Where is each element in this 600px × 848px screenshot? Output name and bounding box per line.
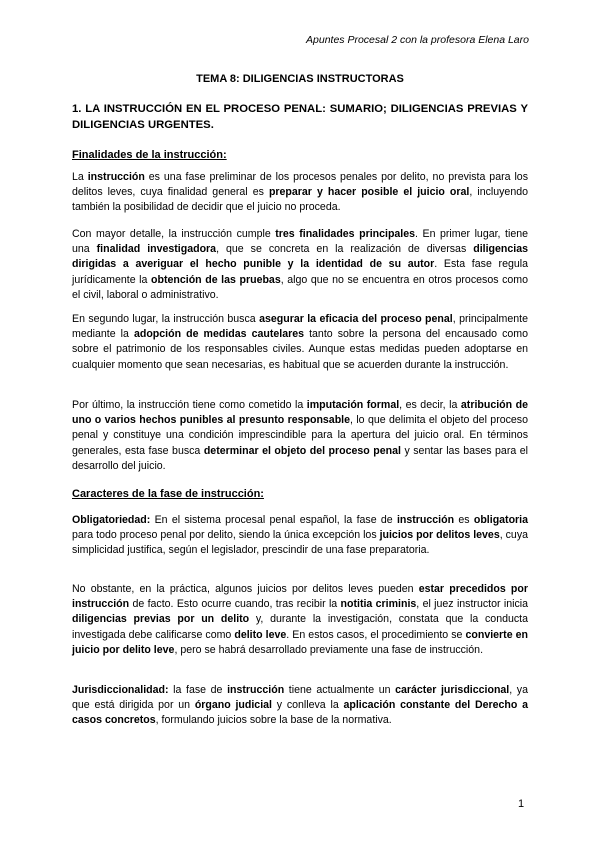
paragraph bbox=[72, 513, 528, 559]
text-run: para todo proceso penal por delito, siendo la única excepción los bbox=[72, 529, 380, 542]
bold-text: carácter jurisdiccional bbox=[395, 684, 510, 696]
text-run: tiene actualmente un bbox=[284, 684, 396, 696]
text-run: , principalmente mediante la bbox=[72, 313, 528, 341]
text-run: . Esta fase regula jurídicamente la bbox=[72, 258, 528, 286]
bold-text: notitia criminis bbox=[340, 598, 417, 611]
paragraph bbox=[72, 312, 528, 373]
bold-text: asegurar la eficacia del proceso penal bbox=[259, 313, 453, 325]
text-run: , el juez instructor inicia bbox=[416, 598, 528, 611]
paragraph bbox=[72, 582, 528, 658]
bold-text: Obligatoriedad: bbox=[72, 514, 151, 526]
paragraph bbox=[72, 398, 528, 474]
bold-text: delito leve bbox=[234, 628, 287, 641]
text-run: , algo que no se encuentra en otros procesos como el civil, laboral o administrativo. bbox=[72, 273, 528, 301]
bold-text: preparar y hacer posible el juicio oral bbox=[268, 186, 470, 199]
document-title: TEMA 8: DILIGENCIAS INSTRUCTORAS bbox=[196, 73, 404, 85]
text-run: y, durante la investigación, constata que la conducta investigada debe calificarse como bbox=[72, 613, 529, 641]
text-run: , pero se habrá desarrollado previamente una fase de instrucción. bbox=[174, 643, 484, 656]
bold-text: órgano judicial bbox=[194, 699, 272, 712]
bold-text: obligatoria bbox=[473, 514, 529, 526]
paragraph bbox=[72, 227, 528, 303]
text-run: Con mayor detalle, la instrucción cumple bbox=[72, 228, 276, 240]
paragraph bbox=[72, 683, 528, 729]
subheading-caracteres: Caracteres de la fase de instrucción: bbox=[72, 488, 264, 500]
text-run: , que se concreta en la realización de diversas bbox=[216, 243, 474, 256]
text-run: En el sistema procesal penal español, la fase de bbox=[150, 514, 397, 526]
text-run: . En primer lugar, tiene una bbox=[72, 228, 528, 256]
bold-text: diligencias previas por un delito bbox=[72, 613, 250, 626]
text-run: la fase de bbox=[168, 684, 228, 696]
bold-text: instrucción bbox=[87, 171, 145, 183]
page-number: 1 bbox=[518, 798, 525, 810]
paragraph bbox=[72, 170, 528, 216]
text-run: tanto sobre la persona del encausado como sobre el patrimonio de los responsables civiles. Aunque estas medidas pueden adoptarse en cualquier momento que sean necesarias, es habitual que se acuerden durante la instrucción. bbox=[72, 328, 528, 371]
text-run: es bbox=[454, 514, 474, 526]
text-run: y conlleva la bbox=[271, 699, 344, 712]
text-run: , incluyendo también la posibilidad de decidir que el juicio no proceda. bbox=[72, 186, 528, 214]
text-run: , lo que delimita el objeto del proceso penal y constituye una condición imprescindible para la apertura del juicio oral. En términos generales, esta fase busca bbox=[72, 414, 528, 457]
bold-text: convierte en juicio por delito leve bbox=[72, 628, 529, 656]
text-run: es una fase preliminar de los procesos penales por delito, no prevista para los delitos leves, cuya finalidad general es bbox=[72, 171, 528, 199]
bold-text: estar precedidos por instrucción bbox=[72, 583, 528, 611]
text-run: La bbox=[72, 171, 88, 183]
bold-text: instrucción bbox=[227, 684, 285, 696]
text-run: En segundo lugar, la instrucción busca bbox=[72, 313, 260, 325]
text-run: , cuya simplicidad justifica, según el legislador, prescindir de una fase preparatoria. bbox=[72, 529, 529, 557]
text-run: y sentar las bases para el desarrollo del juicio. bbox=[72, 444, 528, 472]
page-header: Apuntes Procesal 2 con la profesora Elena Laro bbox=[306, 34, 529, 46]
text-run: No obstante, en la práctica, algunos juicios por delitos leves pueden bbox=[72, 583, 419, 595]
bold-text: imputación formal bbox=[306, 399, 400, 411]
bold-text: tres finalidades principales bbox=[275, 228, 416, 240]
bold-text: diligencias dirigidas a averiguar el hecho punible y la identidad de su autor bbox=[72, 243, 528, 271]
text-run: de facto. Esto ocurre cuando, tras recibir la bbox=[129, 598, 341, 611]
text-run: , es decir, la bbox=[399, 399, 461, 411]
text-run: Por último, la instrucción tiene como cometido la bbox=[72, 399, 307, 411]
bold-text: atribución de uno o varios hechos punibles al presunto responsable bbox=[72, 399, 528, 427]
bold-text: Jurisdiccionalidad: bbox=[72, 684, 169, 696]
section-heading: 1. LA INSTRUCCIÓN EN EL PROCESO PENAL: SUMARIO; DILIGENCIAS PREVIAS Y DILIGENCIAS URGENTES. bbox=[72, 103, 528, 131]
bold-text: obtención de las pruebas bbox=[151, 273, 281, 286]
subheading-finalidades: Finalidades de la instrucción: bbox=[72, 149, 227, 161]
bold-text: finalidad investigadora bbox=[96, 243, 217, 256]
text-run: , formulando juicios sobre la base de la normativa. bbox=[155, 714, 392, 727]
text-run: , ya que está dirigida por un bbox=[72, 684, 528, 712]
bold-text: instrucción bbox=[396, 514, 455, 526]
bold-text: juicios por delitos leves bbox=[379, 529, 500, 542]
bold-text: aplicación constante del Derecho a casos concretos bbox=[72, 699, 528, 727]
bold-text: adopción de medidas cautelares bbox=[133, 328, 305, 341]
text-run: . En estos casos, el procedimiento se bbox=[286, 628, 466, 641]
bold-text: determinar el objeto del proceso penal bbox=[203, 444, 401, 457]
